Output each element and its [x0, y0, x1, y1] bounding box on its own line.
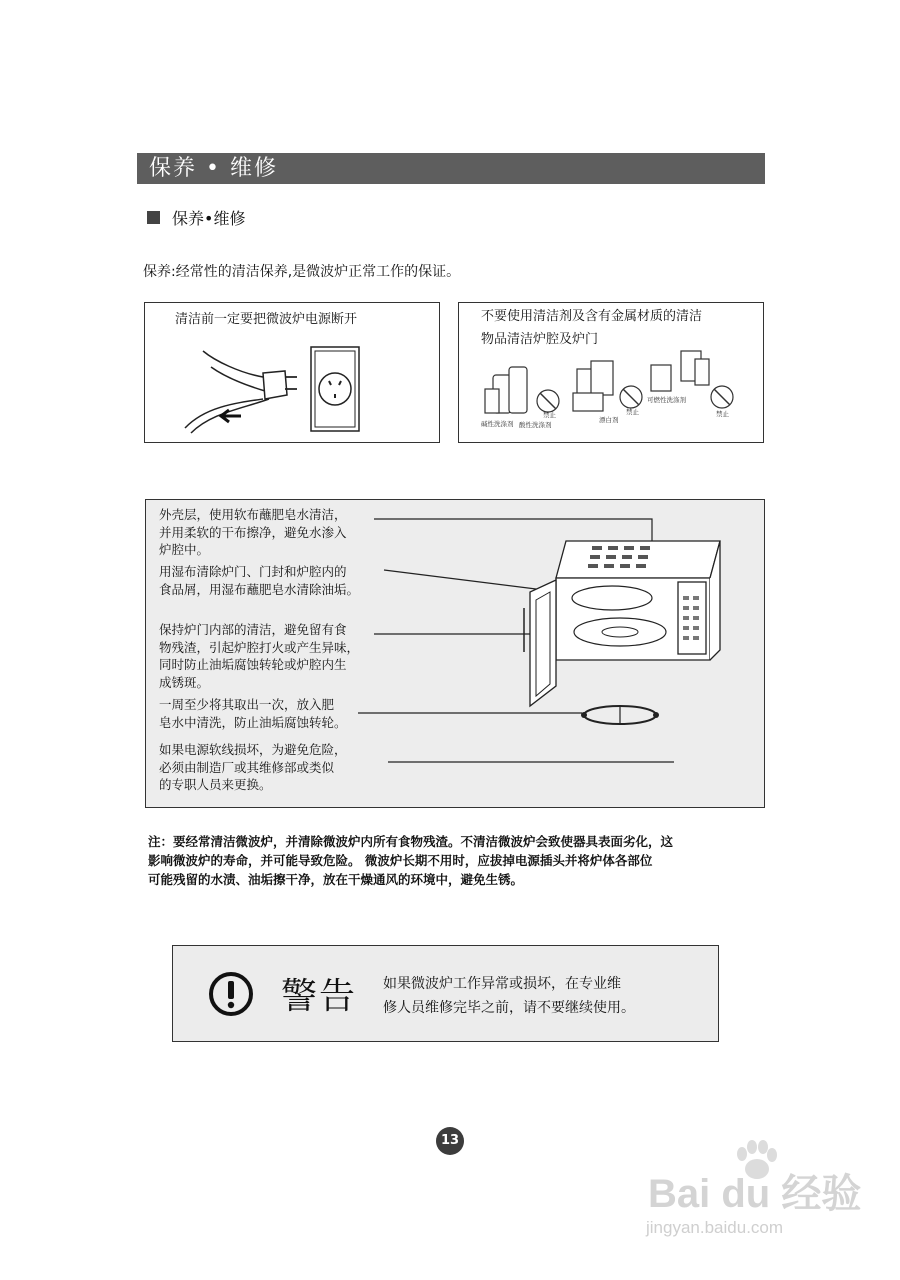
cleaning-item-door-inside-line: 保持炉门内部的清洁，避免留有食: [159, 622, 347, 637]
warning-text-line: 修人员维修完毕之前，请不要继续使用。: [383, 1000, 635, 1016]
acid-caption: 酸性洗涤剂: [519, 421, 552, 429]
cleaning-item-door-inside-line: 物残渣，引起炉腔打火或产生异味，: [159, 639, 360, 655]
unplug-instruction-box: [144, 302, 440, 443]
section-heading-text: 保养•维修: [172, 209, 246, 228]
cleaning-item-door-cavity-line: 用湿布清除炉门、门封和炉腔内的: [159, 564, 347, 579]
flammable-caption: 可燃性洗涤剂: [647, 396, 686, 404]
cleaning-item-roller: [159, 696, 347, 731]
page-title: 保养 • 维修: [149, 156, 278, 181]
maintenance-note-line: 注：要经常清洁微波炉，并清除微波炉内所有食物残渣。不清洁微波炉会致使器具表面劣化，这: [148, 834, 674, 849]
warning-text-line: 如果微波炉工作异常或损坏，在专业维: [383, 976, 621, 992]
cleaning-item-power-cord-line: 如果电源软线损坏，为避免危险，: [159, 742, 347, 757]
cleaning-item-door-inside-line: 成锈斑。: [159, 674, 210, 690]
cleaning-item-roller-line: 一周至少将其取出一次，放入肥: [159, 697, 335, 712]
page-number: 13: [440, 1133, 460, 1148]
cleaning-item-casing-line: 外壳层，使用软布蘸肥皂水清洁，: [159, 507, 347, 522]
no-chemicals-line-2: 物品清洁炉腔及炉门: [481, 332, 599, 347]
unplug-text: 清洁前一定要把微波炉电源断开: [175, 312, 358, 327]
square-bullet-icon: [147, 211, 160, 224]
section-title-bar: [137, 153, 765, 184]
no-chemicals-line-1: 不要使用清洁剂及含有金属材质的清洁: [481, 309, 703, 324]
warning-box: [172, 945, 719, 1042]
unplug-illustration: [145, 303, 439, 442]
cleaning-item-power-cord: [159, 741, 347, 794]
warning-text: [383, 972, 635, 1020]
cleaning-item-casing-line: 并用柔软的干布擦净，避免水渗入: [159, 524, 347, 540]
cleaning-item-power-cord-line: 的专职人员来更换。: [159, 777, 272, 792]
cleaning-item-power-cord-line: 必须由制造厂或其维修部或类似: [159, 759, 335, 775]
cleaning-item-door-inside-line: 同时防止油垢腐蚀转轮或炉腔内生: [159, 657, 347, 672]
maintenance-note-line: 可能残留的水渍、油垢擦干净，放在干燥通风的环境中，避免生锈。: [148, 872, 524, 887]
maintenance-note-line: 影响微波炉的寿命，并可能导致危险。 微波炉长期不用时，应拔掉电源插头并将炉体各部位: [148, 853, 653, 868]
forbid-caption-2: 禁止: [626, 408, 639, 416]
cleaning-item-casing-line: 炉腔中。: [159, 542, 210, 557]
intro-text: 保养:经常性的清洁保养,是微波炉正常工作的保证。: [143, 264, 461, 280]
cleaning-item-roller-line: 皂水中清洗，防止油垢腐蚀转轮。: [159, 714, 347, 730]
exclamation-icon: [207, 970, 255, 1018]
baidu-jingyan-watermark: [640, 1140, 870, 1250]
cleaning-item-casing: [159, 506, 347, 559]
section-heading: [147, 206, 245, 229]
forbid-caption-3: 禁止: [716, 410, 729, 418]
no-chemicals-box: [458, 302, 764, 443]
watermark-logo: Bai du 经验: [648, 1172, 862, 1216]
cleaning-item-door-inside: [159, 621, 359, 691]
cleaning-item-door-cavity-line: 食品屑，用湿布蘸肥皂水清除油垢。: [159, 581, 360, 597]
bleach-caption: 漂白剂: [599, 416, 619, 424]
cleaning-instructions-panel: [145, 499, 765, 808]
forbid-caption-1: 禁止: [543, 411, 556, 419]
watermark-url: jingyan.baidu.com: [646, 1218, 784, 1237]
cleaning-item-door-cavity: [159, 563, 359, 598]
maintenance-note: [148, 832, 763, 889]
warning-title: 警告: [281, 976, 358, 1017]
alkali-caption: 碱性洗涤剂: [481, 420, 514, 428]
